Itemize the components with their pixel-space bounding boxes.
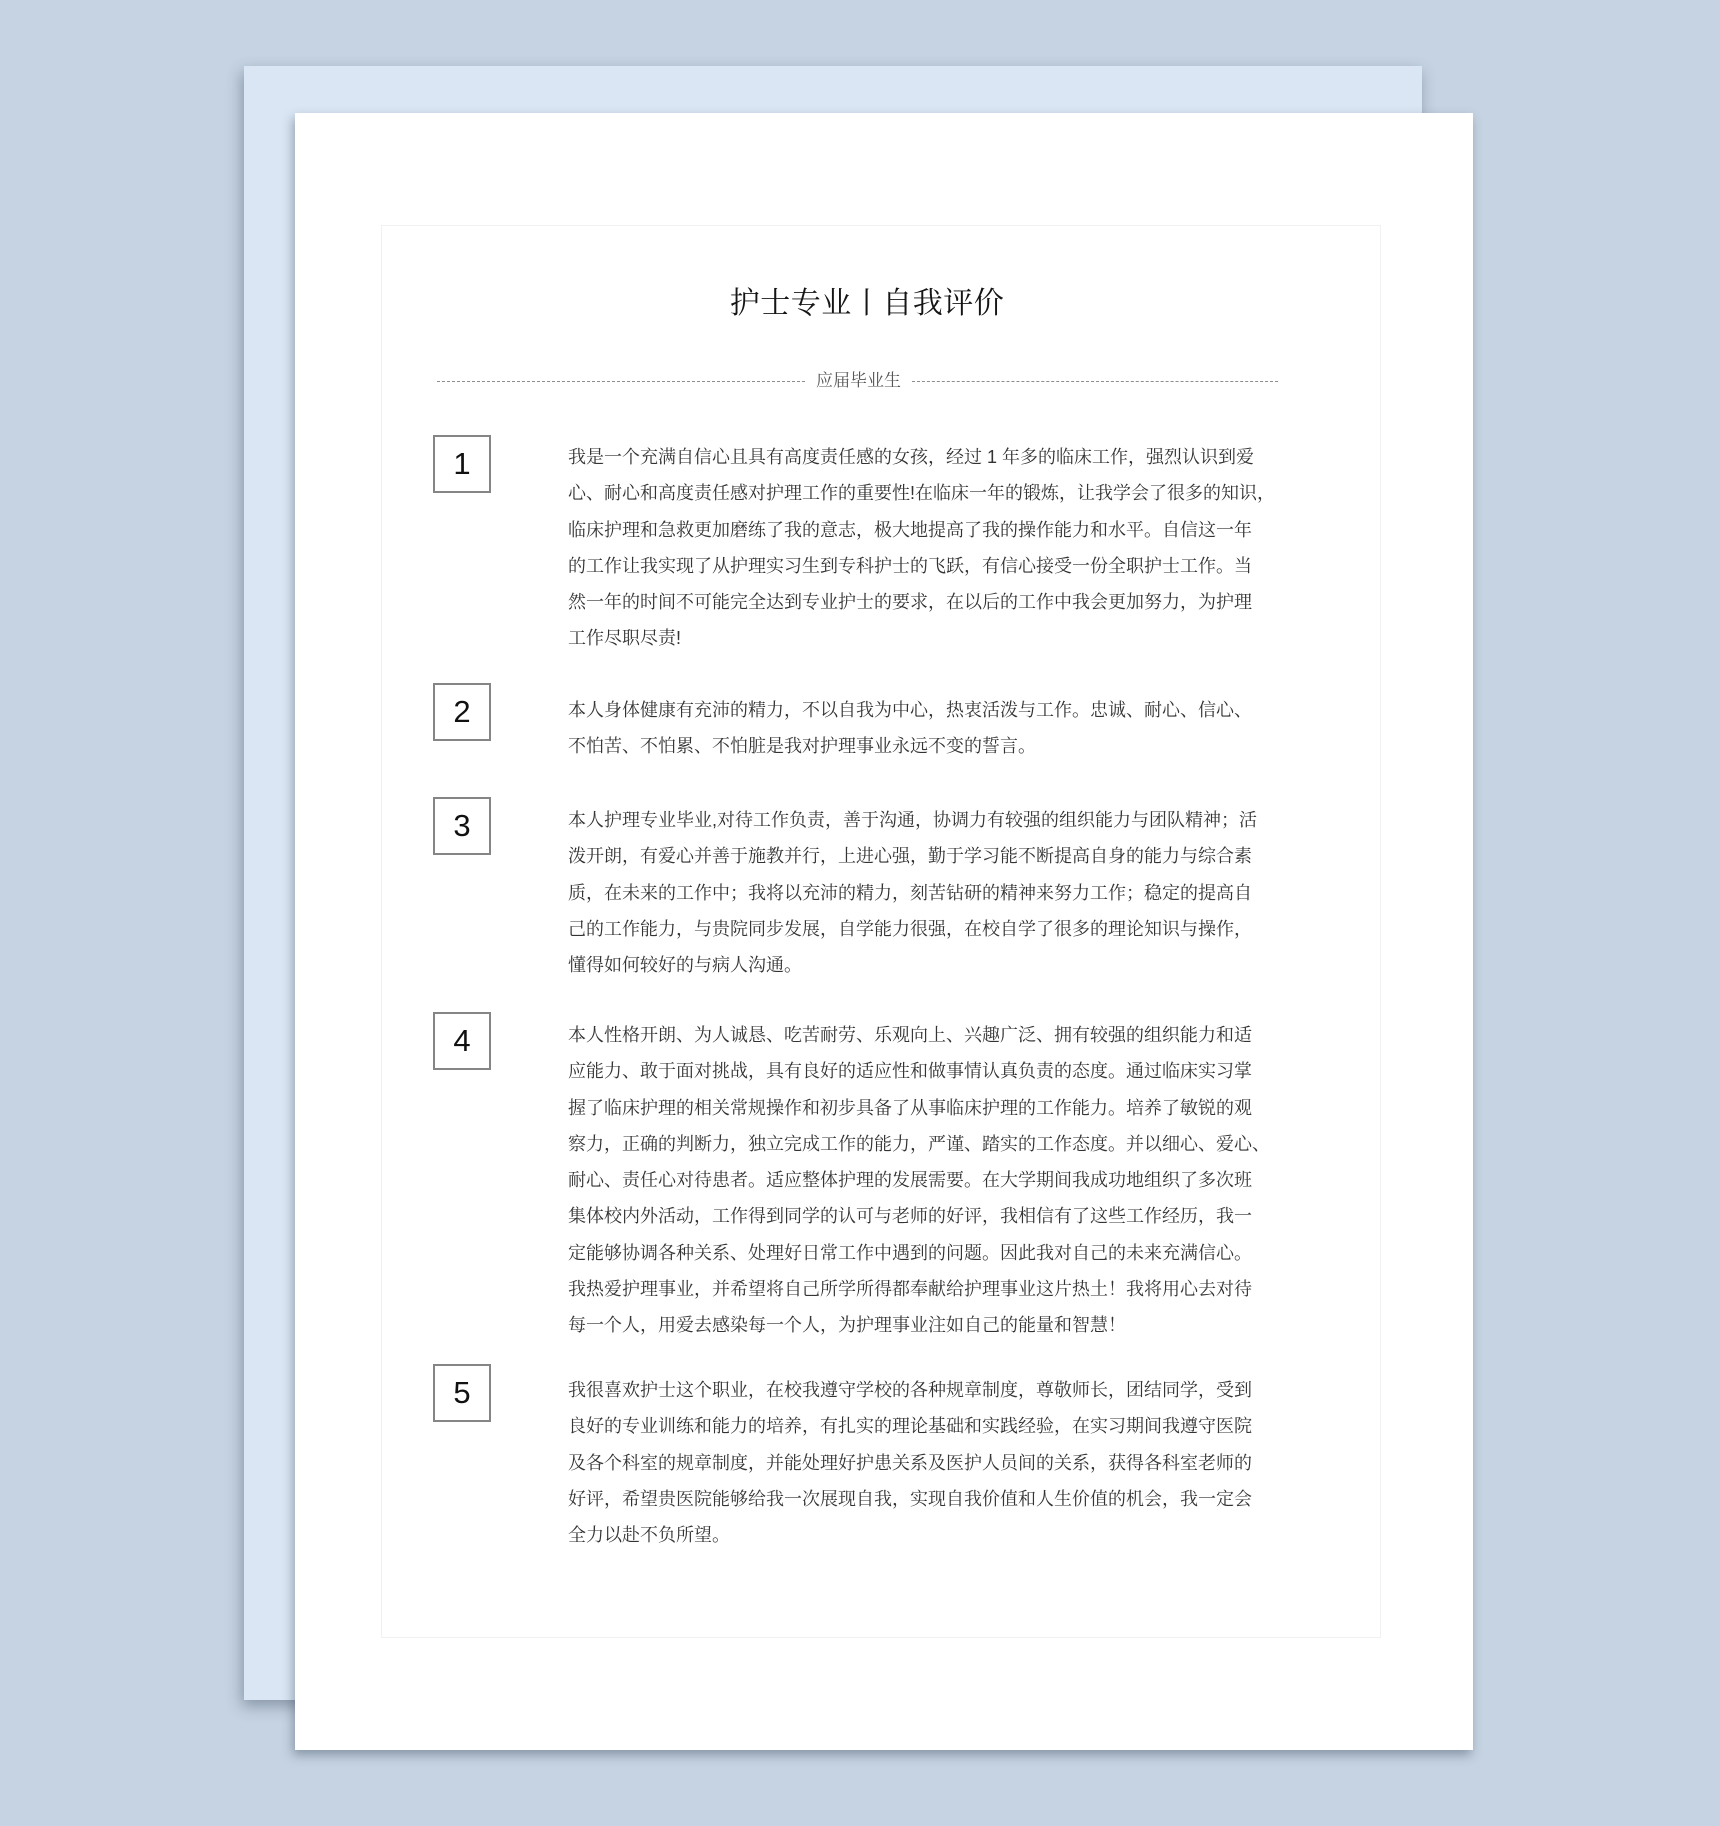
paragraph-line: 察力，正确的判断力，独立完成工作的能力，严谨、踏实的工作态度。并以细心、爱心、 xyxy=(568,1133,1270,1154)
paragraph-line: 定能够协调各种关系、处理好日常工作中遇到的问题。因此我对自己的未来充满信心。 xyxy=(568,1242,1252,1263)
paragraph-line: 集体校内外活动，工作得到同学的认可与老师的好评，我相信有了这些工作经历，我一 xyxy=(568,1206,1252,1227)
paragraph-line: 我是一个充满自信心且具有高度责任感的女孩，经过 1 年多的临床工作，强烈认识到爱 xyxy=(568,447,1255,467)
page-subtitle: 应届毕业生 xyxy=(816,371,901,390)
item-number-box: 5 xyxy=(433,1364,491,1422)
paragraph-line: 我很喜欢护士这个职业，在校我遵守学校的各种规章制度，尊敬师长，团结同学，受到 xyxy=(568,1380,1252,1400)
item-paragraph xyxy=(568,802,1257,983)
item-paragraph xyxy=(568,1017,1270,1344)
paragraph-line: 耐心、责任心对待患者。适应整体护理的发展需要。在大学期间我成功地组织了多次班 xyxy=(568,1170,1252,1191)
paragraph-line: 握了临床护理的相关常规操作和初步具备了从事临床护理的工作能力。培养了敏锐的观 xyxy=(568,1097,1252,1118)
paragraph-line: 工作尽职尽责! xyxy=(568,628,682,649)
paragraph-line: 本人护理专业毕业,对待工作负责，善于沟通，协调力有较强的组织能力与团队精神；活 xyxy=(568,810,1257,830)
item-number-box: 2 xyxy=(433,683,491,741)
item-paragraph xyxy=(568,439,1275,657)
item-number-box: 3 xyxy=(433,797,491,855)
paragraph-line: 然一年的时间不可能完全达到专业护士的要求，在以后的工作中我会更加努力，为护理 xyxy=(568,592,1252,613)
paragraph-line: 临床护理和急救更加磨练了我的意志，极大地提高了我的操作能力和水平。自信这一年 xyxy=(568,519,1252,540)
paragraph-line: 本人性格开朗、为人诚恳、吃苦耐劳、乐观向上、兴趣广泛、拥有较强的组织能力和适 xyxy=(568,1025,1252,1045)
paragraph-line: 不怕苦、不怕累、不怕脏是我对护理事业永远不变的誓言。 xyxy=(568,736,1036,757)
paragraph-line: 全力以赴不负所望。 xyxy=(568,1525,730,1546)
item-number-box: 4 xyxy=(433,1012,491,1070)
paragraph-line: 我热爱护理事业，并希望将自己所学所得都奉献给护理事业这片热土！我将用心去对待 xyxy=(568,1279,1252,1300)
paragraph-line: 良好的专业训练和能力的培养，有扎实的理论基础和实践经验，在实习期间我遵守医院 xyxy=(568,1416,1252,1437)
paragraph-line: 本人身体健康有充沛的精力，不以自我为中心，热衷活泼与工作。忠诚、耐心、信心、 xyxy=(568,700,1252,720)
paragraph-line: 己的工作能力，与贵院同步发展，自学能力很强，在校自学了很多的理论知识与操作， xyxy=(568,918,1252,939)
item-number-box: 1 xyxy=(433,435,491,493)
item-paragraph xyxy=(568,692,1252,765)
paragraph-line: 及各个科室的规章制度，并能处理好护患关系及医护人员间的关系，获得各科室老师的 xyxy=(568,1452,1252,1473)
item-paragraph xyxy=(568,1372,1252,1553)
subtitle-divider-right xyxy=(912,381,1278,382)
paragraph-line: 好评，希望贵医院能够给我一次展现自我，实现自我价值和人生价值的机会，我一定会 xyxy=(568,1488,1252,1509)
paragraph-line: 心、耐心和高度责任感对护理工作的重要性!在临床一年的锻炼，让我学会了很多的知识， xyxy=(568,483,1275,504)
page-title: 护士专业丨自我评价 xyxy=(729,287,1005,320)
paragraph-line: 泼开朗，有爱心并善于施教并行，上进心强，勤于学习能不断提高自身的能力与综合素 xyxy=(568,846,1252,867)
subtitle-divider-left xyxy=(437,381,805,382)
paragraph-line: 每一个人，用爱去感染每一个人，为护理事业注如自己的能量和智慧！ xyxy=(568,1315,1126,1336)
paragraph-line: 的工作让我实现了从护理实习生到专科护士的飞跃，有信心接受一份全职护士工作。当 xyxy=(568,555,1252,576)
paragraph-line: 懂得如何较好的与病人沟通。 xyxy=(568,955,802,976)
paragraph-line: 质，在未来的工作中；我将以充沛的精力，刻苦钻研的精神来努力工作；稳定的提高自 xyxy=(568,882,1252,903)
paragraph-line: 应能力、敢于面对挑战，具有良好的适应性和做事情认真负责的态度。通过临床实习掌 xyxy=(568,1061,1252,1082)
